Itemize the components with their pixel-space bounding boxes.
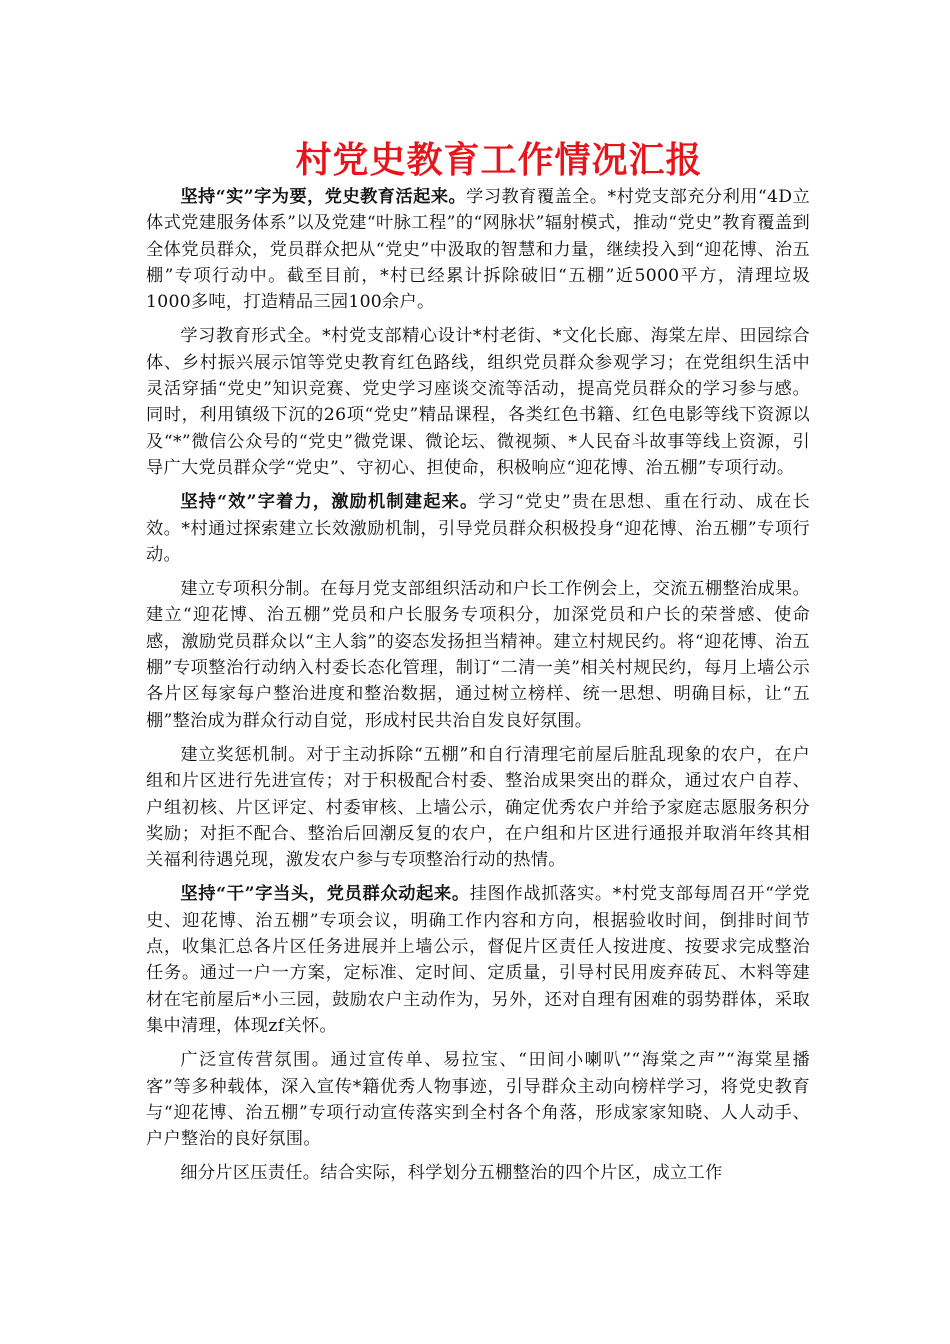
paragraph-lead: 坚持“实”字为要，党史教育活起来。	[180, 187, 467, 207]
document-title: 村党史教育工作情况汇报	[295, 139, 703, 181]
paragraph-text: 建立奖惩机制。对于主动拆除“五棚”和自行清理宅前屋后脏乱现象的农户，在户组和片区进行先进宣传；对于积极配合村委、整治成果突出的群众，通过农户自荐、户组初核、片区评定、村委审核、上墙公示，确定优秀农户并给予家庭志愿服务积分奖励；对拒不配合、整治后回潮反复的农户，在户组和片区进行通报并取消年终其相关福利待遇兑现，激发农户参与专项整治行动的热情。	[146, 744, 810, 871]
paragraph-1	[146, 184, 810, 315]
paragraph-text: 学习“党史”贵在思想、重在行动、成在长效。*村通过探索建立长效激励机制，引导党员群众积极投身“迎花博、治五棚”专项行动。	[146, 492, 810, 565]
paragraph-5	[146, 742, 810, 873]
paragraph-lead: 坚持“干”字当头，党员群众动起来。	[180, 884, 470, 905]
paragraph-6	[146, 881, 810, 1039]
paragraph-2	[146, 323, 810, 481]
paragraph-8	[146, 1160, 810, 1186]
paragraph-text: 广泛宣传营氛围。通过宣传单、易拉宝、“田间小喇叭”“海棠之声”“海棠星播客”等多种载体，深入宣传*籍优秀人物事迹，引导群众主动向榜样学习，将党史教育与“迎花博、治五棚”专项行动宣传落实到全村各个角落，形成家家知晓、人人动手、户户整治的良好氛围。	[146, 1050, 810, 1150]
paragraph-lead: 坚持“效”字着力，激励机制建起来。	[180, 492, 479, 513]
paragraph-4	[146, 576, 810, 734]
paragraph-text: 学习教育形式全。*村党支部精心设计*村老街、*文化长廊、海棠左岸、田园综合体、乡村振兴展示馆等党史教育红色路线，组织党员群众参观学习；在党组织生活中灵活穿插“党史”知识竞赛、党史学习座谈交流等活动，提高党员群众的学习参与感。同时，利用镇级下沉的26项“党史”精品课程，各类红色书籍、红色电影等线下资源以及“*”微信公众号的“党史”微党课、微论坛、微视频、*人民奋斗故事等线上资源，引导广大党员群众学“党史”、守初心、担使命，积极响应“迎花博、治五棚”专项行动。	[146, 326, 810, 478]
document-body	[146, 184, 810, 1195]
paragraph-text: 细分片区压责任。结合实际，科学划分五棚整治的四个片区，成立工作	[180, 1163, 723, 1184]
paragraph-text: 建立专项积分制。在每月党支部组织活动和户长工作例会上，交流五棚整治成果。建立“迎花博、治五棚”党员和户长服务专项积分，加深党员和户长的荣誉感、使命感，激励党员群众以“主人翁”的姿态发扬担当精神。建立村规民约。将“迎花博、治五棚”专项整治行动纳入村委长态化管理，制订“二清一美”相关村规民约，每月上墙公示各片区每家每户整治进度和整治数据，通过树立榜样、统一思想、明确目标，让“五棚”整治成为群众行动自觉，形成村民共治自发良好氛围。	[146, 579, 810, 731]
paragraph-7	[146, 1047, 810, 1152]
paragraph-text: 学习教育覆盖全。*村党支部充分利用“4D立体式党建服务体系”以及党建“叶脉工程”的“网脉状”辐射模式，推动“党史”教育覆盖到全体党员群众，党员群众把从“党史”中汲取的智慧和力量，继续投入到“迎花博、治五棚”专项行动中。截至目前，*村已经累计拆除破旧“五棚”近5000平方，清理垃圾1000多吨，打造精品三园100余户。	[146, 187, 810, 313]
paragraph-3	[146, 489, 810, 568]
paragraph-text: 挂图作战抓落实。*村党支部每周召开“学党史、迎花博、治五棚”专项会议，明确工作内容和方向，根据验收时间，倒排时间节点，收集汇总各片区任务进展并上墙公示，督促片区责任人按进度、按要求完成整治任务。通过一户一方案，定标准、定时间、定质量，引导村民用废弃砖瓦、木料等建材在宅前屋后*小三园，鼓励农户主动作为，另外，还对自理有困难的弱势群体，采取集中清理，体现zf关怀。	[146, 884, 810, 1036]
